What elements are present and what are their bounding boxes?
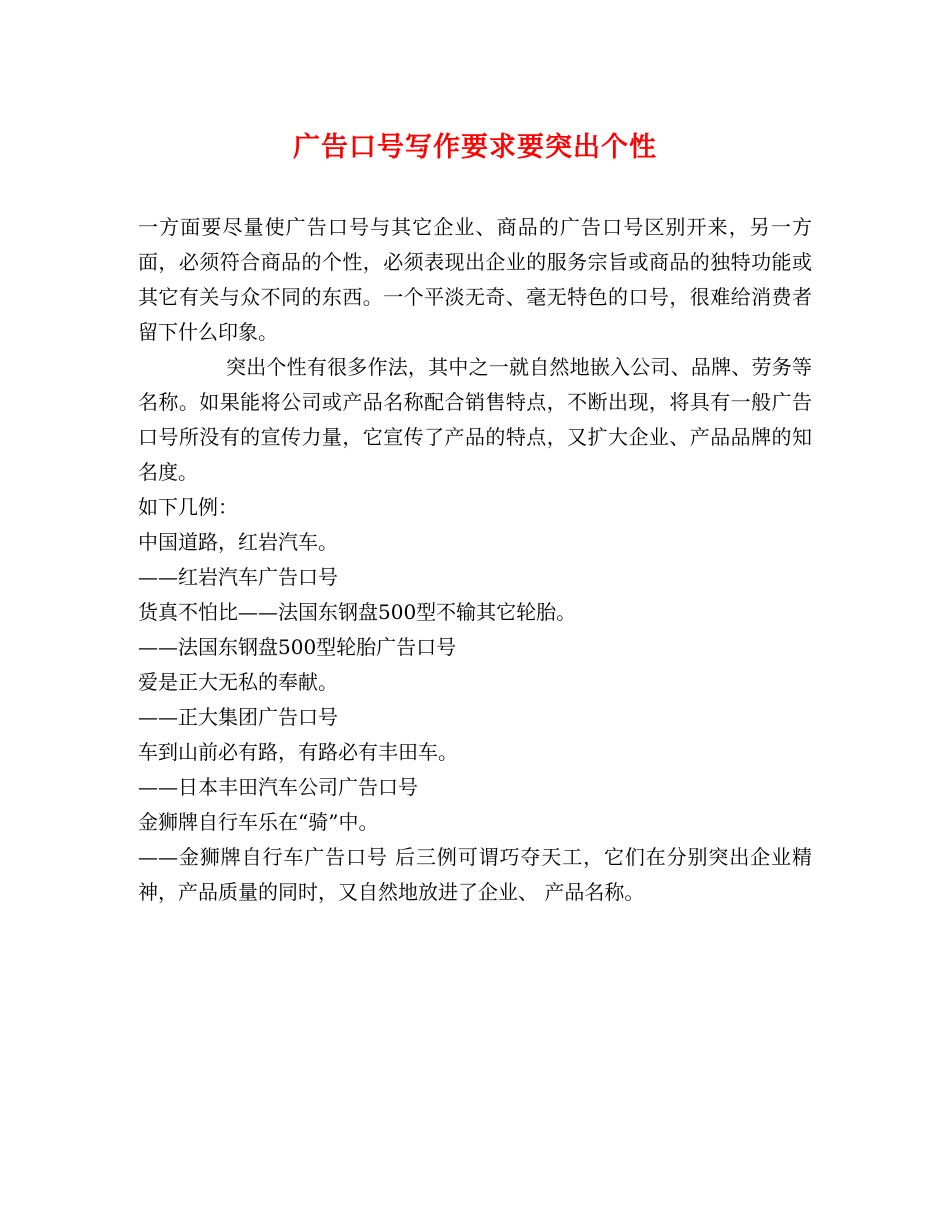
example-slogan-4: 车到山前必有路，有路必有丰田车。 [138,740,458,764]
example-source-4: ——日本丰田汽车公司广告口号 [138,775,418,799]
paragraph-2: 突出个性有很多作法，其中之一就自然地嵌入公司、品牌、劳务等名称。如果能将公司或产品名称配合销售特点，不断出现，将具有一般广告口号所没有的宣传力量，它宣传了产品的特点，又扩大企业、产品品牌的知名度。 [138,355,812,484]
document-title: 广告口号写作要求要突出个性 [293,132,657,163]
example-source-3: ——正大集团广告口号 [138,705,338,729]
example-source-1: ——红岩汽车广告口号 [138,565,338,589]
closing-paragraph: ——金狮牌自行车广告口号 后三例可谓巧夺天工，它们在分别突出企业精神，产品质量的同时，又自然地放进了企业、 产品名称。 [138,845,812,904]
example-slogan-1: 中国道路，红岩汽车。 [138,530,338,554]
example-source-2: ——法国东钢盘500型轮胎广告口号 [138,635,457,659]
paragraph-1: 一方面要尽量使广告口号与其它企业、商品的广告口号区别开来，另一方面，必须符合商品的个性，必须表现出企业的服务宗旨或商品的独特功能或其它有关与众不同的东西。一个平淡无奇、毫无特色的口号，很难给消费者留下什么印象。 [138,215,812,344]
example-slogan-3: 爱是正大无私的奉献。 [138,670,338,694]
example-slogan-5: 金狮牌自行车乐在“骑”中。 [138,810,379,834]
example-slogan-2: 货真不怕比——法国东钢盘500型不输其它轮胎。 [138,600,577,624]
examples-intro: 如下几例： [138,495,238,519]
